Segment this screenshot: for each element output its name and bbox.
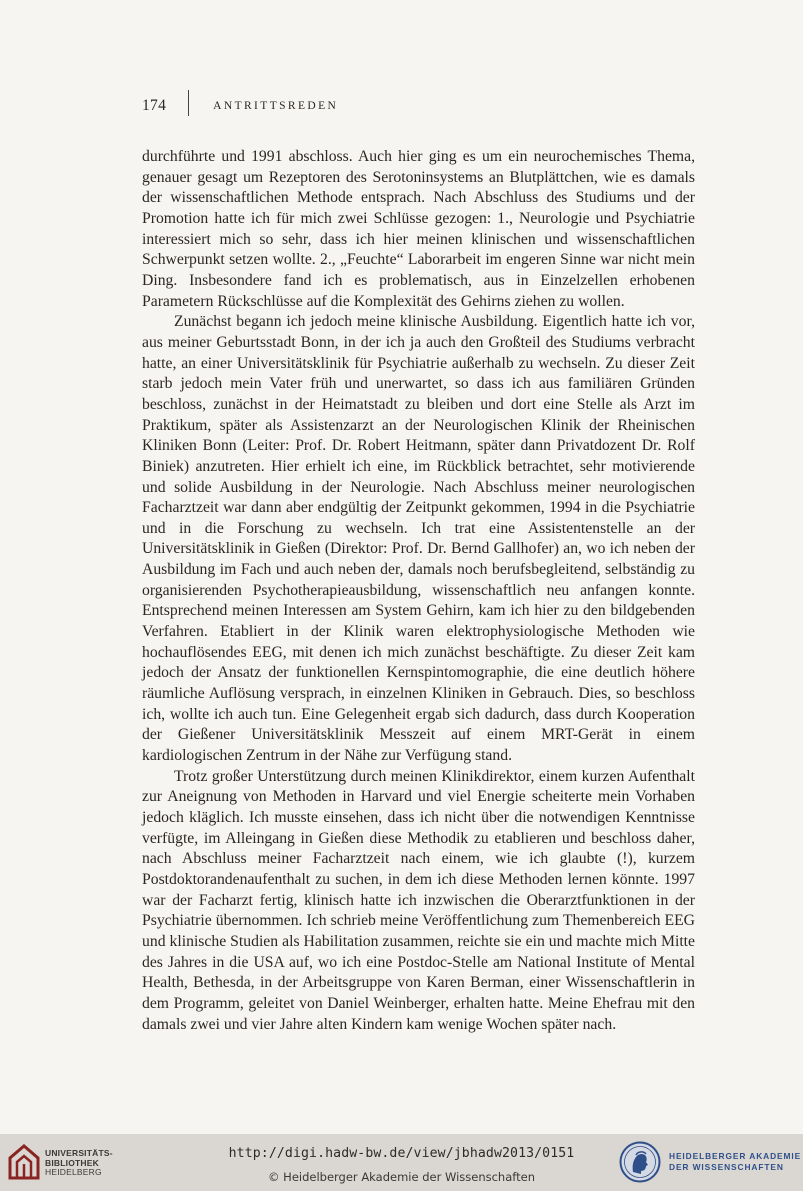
body-text: [142, 147, 695, 1035]
page-number: 174: [142, 97, 167, 114]
paragraph-1: durchführte und 1991 abschloss. Auch hier ging es um ein neurochemisches Thema, genauer gesagt um Rezeptoren des Serotoninsystems an Blutplättchen, wie es damals der wissenschaftlichen Methode entsprach. Nach Abschluss des Studiums und der Promotion hatte ich für mich zwei Schlüsse gezogen: 1., Neurologie und Psychiatrie interessiert mich so sehr, dass ich hier meinen klinischen und wissenschaftlichen Schwerpunkt setzen wollte. 2., „Feuchte“ Laborarbeit im engeren Sinne war nicht mein Ding. Insbesondere fand ich es problematisch, aus in Einzelzellen erhobenen Parametern Rückschlüsse auf die Komplexität des Gehirns ziehen zu wollen.: [142, 148, 695, 310]
footer-bar: [0, 1134, 803, 1191]
header-divider: [188, 90, 189, 116]
paragraph-2: Zunächst begann ich jedoch meine klinische Ausbildung. Eigentlich hatte ich vor, aus meiner Geburtsstadt Bonn, in der ich ja auch den Großteil des Studiums verbracht hatte, an einer Universitätsklinik für Psychiatrie außerhalb zu wechseln. Zu dieser Zeit starb jedoch mein Vater früh und unerwartet, so dass ich aus familiären Gründen beschloss, zunächst in der Heimatstadt zu bleiben und dort eine Stelle als Arzt im Praktikum, später als Assistenzarzt an der Neurologischen Klinik der Rheinischen Kliniken Bonn (Leiter: Prof. Dr. Robert Heitmann, später dann Privatdozent Dr. Rolf Biniek) anzutreten. Hier erhielt ich eine, im Rückblick betrachtet, sehr motivierende und solide Ausbildung in der Neurologie. Nach Abschluss meiner neurologischen Facharztzeit war dann aber endgültig der Zeitpunkt gekommen, 1994 in die Psychiatrie und in die Forschung zu wechseln. Ich trat eine Assistentenstelle an der Universitätsklinik in Gießen (Direktor: Prof. Dr. Bernd Gallhofer) an, wo ich neben der Ausbildung im Fach und auch neben der, damals noch berufsbegleitend, selbständig zu organisierenden Psychotherapieausbildung, wissenschaftlich neu anfangen konnte. Entsprechend meinen Interessen am System Gehirn, kam ich hier zu den bildgebenden Verfahren. Etabliert in der Klinik waren elektrophysiologische Methoden wie hochauflösendes EEG, mit denen ich mich zunächst beschäftigte. Zu dieser Zeit kam jedoch der Ansatz der funktionellen Kernspintomographie, die eine deutlich höhere räumliche Auflösung versprach, in einzelnen Kliniken in Gebrauch. Dies, so beschloss ich, wollte ich auch tun. Eine Gelegenheit ergab sich dadurch, dass durch Kooperation der Gießener Universitätsklinik Messzeit auf einem MRT-Gerät in einem kardiologischen Zentrum in der Nähe zur Verfügung stand.: [142, 313, 695, 765]
library-name-line: HEIDELBERG: [45, 1167, 102, 1177]
running-head: ANTRITTSREDEN: [213, 100, 339, 112]
academy-seal-icon: [619, 1141, 661, 1183]
page-header: [142, 92, 338, 120]
library-name-line: UNIVERSITÄTS-: [45, 1148, 113, 1158]
academy-name-line: DER WISSENSCHAFTEN: [669, 1161, 784, 1172]
academy-name-line: HEIDELBERGER AKADEMIE: [669, 1151, 802, 1161]
academy-name: [669, 1151, 801, 1172]
copyright-notice: © Heidelberger Akademie der Wissenschaften: [268, 1170, 535, 1184]
library-name-line: BIBLIOTHEK: [45, 1157, 99, 1168]
paragraph-3: Trotz großer Unterstützung durch meinen Klinikdirektor, einem kurzen Aufenthalt zur Aneignung von Methoden in Harvard und viel Energie scheiterte mein Vorhaben jedoch kläglich. Ich musste einsehen, dass ich nicht über die notwendigen Kenntnisse verfügte, im Alleingang in Gießen diese Methodik zu etablieren und beschloss daher, nach Abschluss meiner Facharztzeit nach einem, wie ich glaubte (!), kurzem Postdoktorandenaufenthalt zu suchen, in dem ich diese Methoden lernen könnte. 1997 war der Facharzt fertig, klinisch hatte ich inzwischen die Oberarztfunktionen in der Psychiatrie übernommen. Ich schrieb meine Veröffentlichung zum Themenbereich EEG und klinische Studien als Habilitation zusammen, reichte sie ein und machte mich Mitte des Jahres in die USA auf, wo ich eine Postdoc-Stelle am National Institute of Mental Health, Bethesda, in der Arbeitsgruppe von Karen Berman, einer Wissenschaftlerin in dem Programm, geleitet von Daniel Weinberger, erhalten hatte. Meine Ehefrau mit den damals zwei und vier Jahre alten Kindern kam wenige Wochen später nach.: [142, 767, 695, 1033]
permalink-url[interactable]: http://digi.hadw-bw.de/view/jbhadw2013/0151: [228, 1146, 575, 1161]
